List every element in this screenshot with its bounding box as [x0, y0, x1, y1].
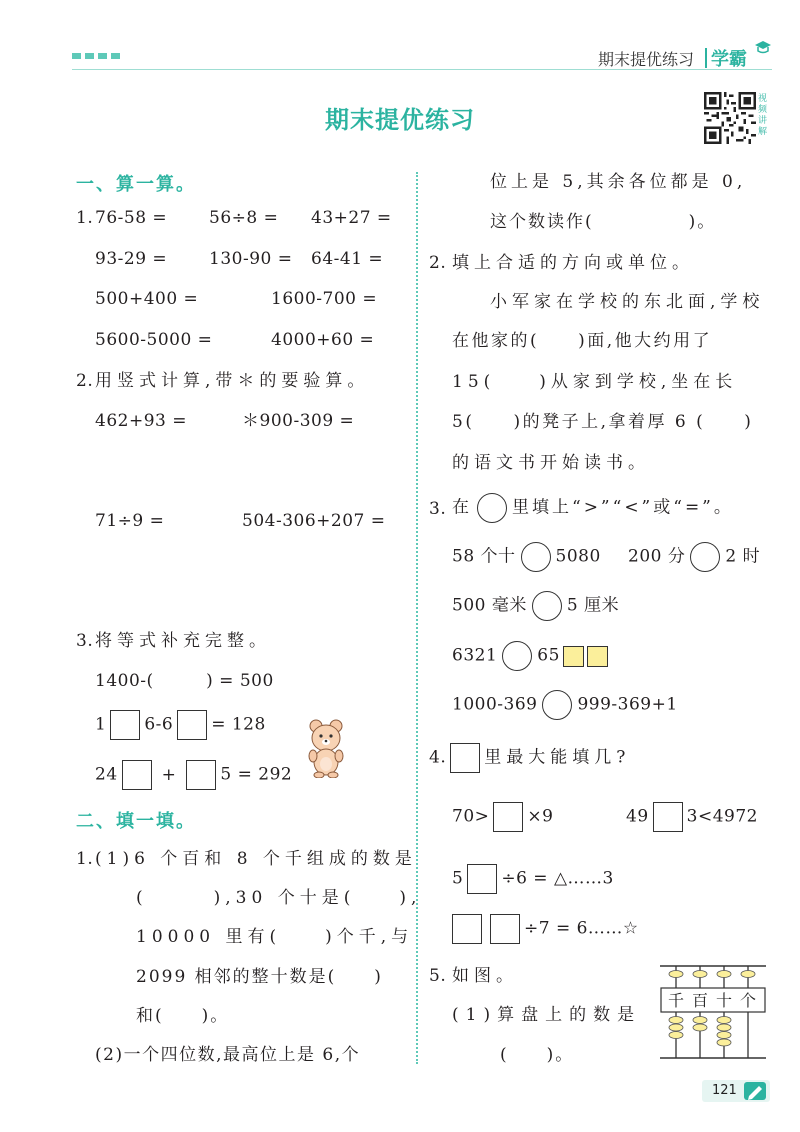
rq4-item: ÷7 = 6……☆ — [448, 914, 639, 944]
abacus-bead — [669, 1024, 683, 1031]
answer-box[interactable] — [490, 914, 520, 944]
fill1-text: 10000 里有( )个千,与 — [136, 927, 414, 947]
header-separator — [705, 48, 707, 68]
rq5-subquestion: ( )。 — [500, 1045, 575, 1065]
rq3-compare: 200 分 2 时 — [628, 542, 760, 572]
q2-expr: 504-306+207 = — [242, 511, 386, 531]
fill1-text: 和( )。 — [136, 1006, 230, 1026]
rq3-compare: 58 个十 5080 — [452, 542, 601, 572]
q2-expr: 462+93 = — [95, 411, 187, 431]
q3-equation: 24 + 5 = 292 — [95, 760, 292, 790]
q3-instruction: 将等式补充完整。 — [95, 631, 271, 651]
q2-instruction: 用竖式计算,带＊的要验算。 — [95, 371, 370, 391]
section-heading-fill: 二、填一填。 — [76, 811, 196, 832]
q1-expr: 64-41 = — [311, 249, 384, 269]
rq3-instruction: 在 里填上“>”“<”或“=”。 — [452, 493, 734, 523]
answer-box[interactable] — [110, 710, 140, 740]
q1-number: 1. — [76, 208, 94, 228]
answer-box[interactable] — [122, 760, 152, 790]
compare-circle[interactable] — [477, 493, 507, 523]
q3-number: 3. — [76, 631, 94, 651]
abacus-upper-bead — [717, 971, 731, 978]
running-title: 期末提优练习 — [598, 50, 695, 69]
rq4-item: 49 3<4972 — [626, 802, 758, 832]
q2-expr: ＊900-309 = — [242, 411, 355, 431]
rq2-text: 5( )的凳子上,拿着厚 6 ( ) — [452, 412, 754, 432]
abacus-bead — [717, 1017, 731, 1024]
fill1-text: ( ),30 个十是( ), — [136, 888, 422, 908]
q1-expr: 4000+60 = — [271, 330, 375, 350]
q1-expr: 93-29 = — [95, 249, 168, 269]
abacus-label: 个 — [739, 991, 757, 1010]
rq2-number: 2. — [429, 253, 447, 273]
abacus-bead — [669, 1017, 683, 1024]
rq5-number: 5. — [429, 966, 447, 986]
abacus-bead — [669, 1032, 683, 1039]
header-decoration — [72, 53, 120, 59]
q1-expr: 5600-5000 = — [95, 330, 213, 350]
page-number-badge — [702, 1080, 770, 1102]
brand-logo: 学霸 — [711, 49, 747, 70]
q3-equation: 1400-( ) = 500 — [95, 671, 274, 691]
abacus-bead — [717, 1024, 731, 1031]
q1-expr: 56÷8 = — [209, 208, 279, 228]
q2-number: 2. — [76, 371, 94, 391]
q2-expr: 71÷9 = — [95, 511, 165, 531]
fill1-text: 2099 相邻的整十数是( ) — [136, 967, 383, 987]
answer-box[interactable] — [452, 914, 482, 944]
graduation-cap-icon — [754, 40, 772, 54]
compare-circle[interactable] — [542, 690, 572, 720]
rq2-text: 的语文书开始读书。 — [452, 453, 650, 473]
rq2-instruction: 填上合适的方向或单位。 — [452, 253, 694, 273]
abacus-upper-bead — [741, 971, 755, 978]
answer-box[interactable] — [186, 760, 216, 790]
answer-box[interactable] — [653, 802, 683, 832]
compare-circle[interactable] — [502, 641, 532, 671]
column-divider — [416, 172, 418, 1064]
answer-box[interactable] — [177, 710, 207, 740]
rq2-text: 在他家的( )面,他大约用了 — [452, 331, 713, 351]
rq4-number: 4. 里最大能填几? — [429, 743, 630, 773]
rq3-compare: 6321 65 — [452, 641, 608, 671]
abacus-bead — [717, 1039, 731, 1046]
q3-equation: 1 6-6 = 128 — [95, 710, 266, 740]
fill1-text: (2)一个四位数,最高位上是 6,个 — [95, 1045, 361, 1065]
abacus-label: 十 — [715, 991, 733, 1010]
qr-code-icon[interactable] — [704, 92, 756, 144]
page-title: 期末提优练习 — [325, 106, 475, 134]
answer-box[interactable] — [493, 802, 523, 832]
page-number: 121 — [712, 1083, 737, 1098]
answer-box[interactable] — [467, 864, 497, 894]
digit-box[interactable] — [563, 646, 584, 667]
answer-box[interactable] — [450, 743, 480, 773]
rq2-text: 15( )从家到学校,坐在长 — [452, 372, 738, 392]
abacus-upper-bead — [693, 971, 707, 978]
abacus-upper-bead — [669, 971, 683, 978]
rq3-number: 3. — [429, 499, 447, 519]
compare-circle[interactable] — [690, 542, 720, 572]
abacus-label: 千 — [667, 991, 685, 1010]
q1-expr: 1600-700 = — [271, 289, 378, 309]
bear-illustration — [307, 718, 345, 778]
q1-expr: 43+27 = — [311, 208, 392, 228]
fill1-continued: 这个数读作( )。 — [490, 212, 717, 232]
rq5-instruction: 如图。 — [452, 966, 518, 986]
digit-box[interactable] — [587, 646, 608, 667]
rq2-text: 小军家在学校的东北面,学校 — [490, 292, 765, 312]
rq5-subquestion: (1)算盘上的数是 — [452, 1005, 642, 1025]
compare-circle[interactable] — [521, 542, 551, 572]
q1-expr: 76-58 = — [95, 208, 168, 228]
qr-caption: 视频讲解 — [758, 94, 768, 137]
abacus-bead — [693, 1017, 707, 1024]
rq3-compare: 500 毫米 5 厘米 — [452, 591, 619, 621]
q1-expr: 500+400 = — [95, 289, 199, 309]
q1-expr: 130-90 = — [209, 249, 293, 269]
abacus-label: 百 — [691, 991, 709, 1010]
fill1-text: (1)6 个百和 8 个千组成的数是 — [95, 849, 417, 869]
compare-circle[interactable] — [532, 591, 562, 621]
abacus-figure — [660, 962, 766, 1062]
rq3-compare: 1000-369 999-369+1 — [452, 690, 678, 720]
abacus-bead — [693, 1024, 707, 1031]
rq4-item: 70> ×9 — [452, 802, 553, 832]
fill1-continued: 位上是 5,其余各位都是 0, — [490, 172, 747, 192]
abacus-bead — [717, 1032, 731, 1039]
rq4-item: 5 ÷6 = △……3 — [452, 864, 614, 894]
fill1-number: 1. — [76, 849, 94, 869]
section-heading-calculate: 一、算一算。 — [76, 174, 196, 195]
